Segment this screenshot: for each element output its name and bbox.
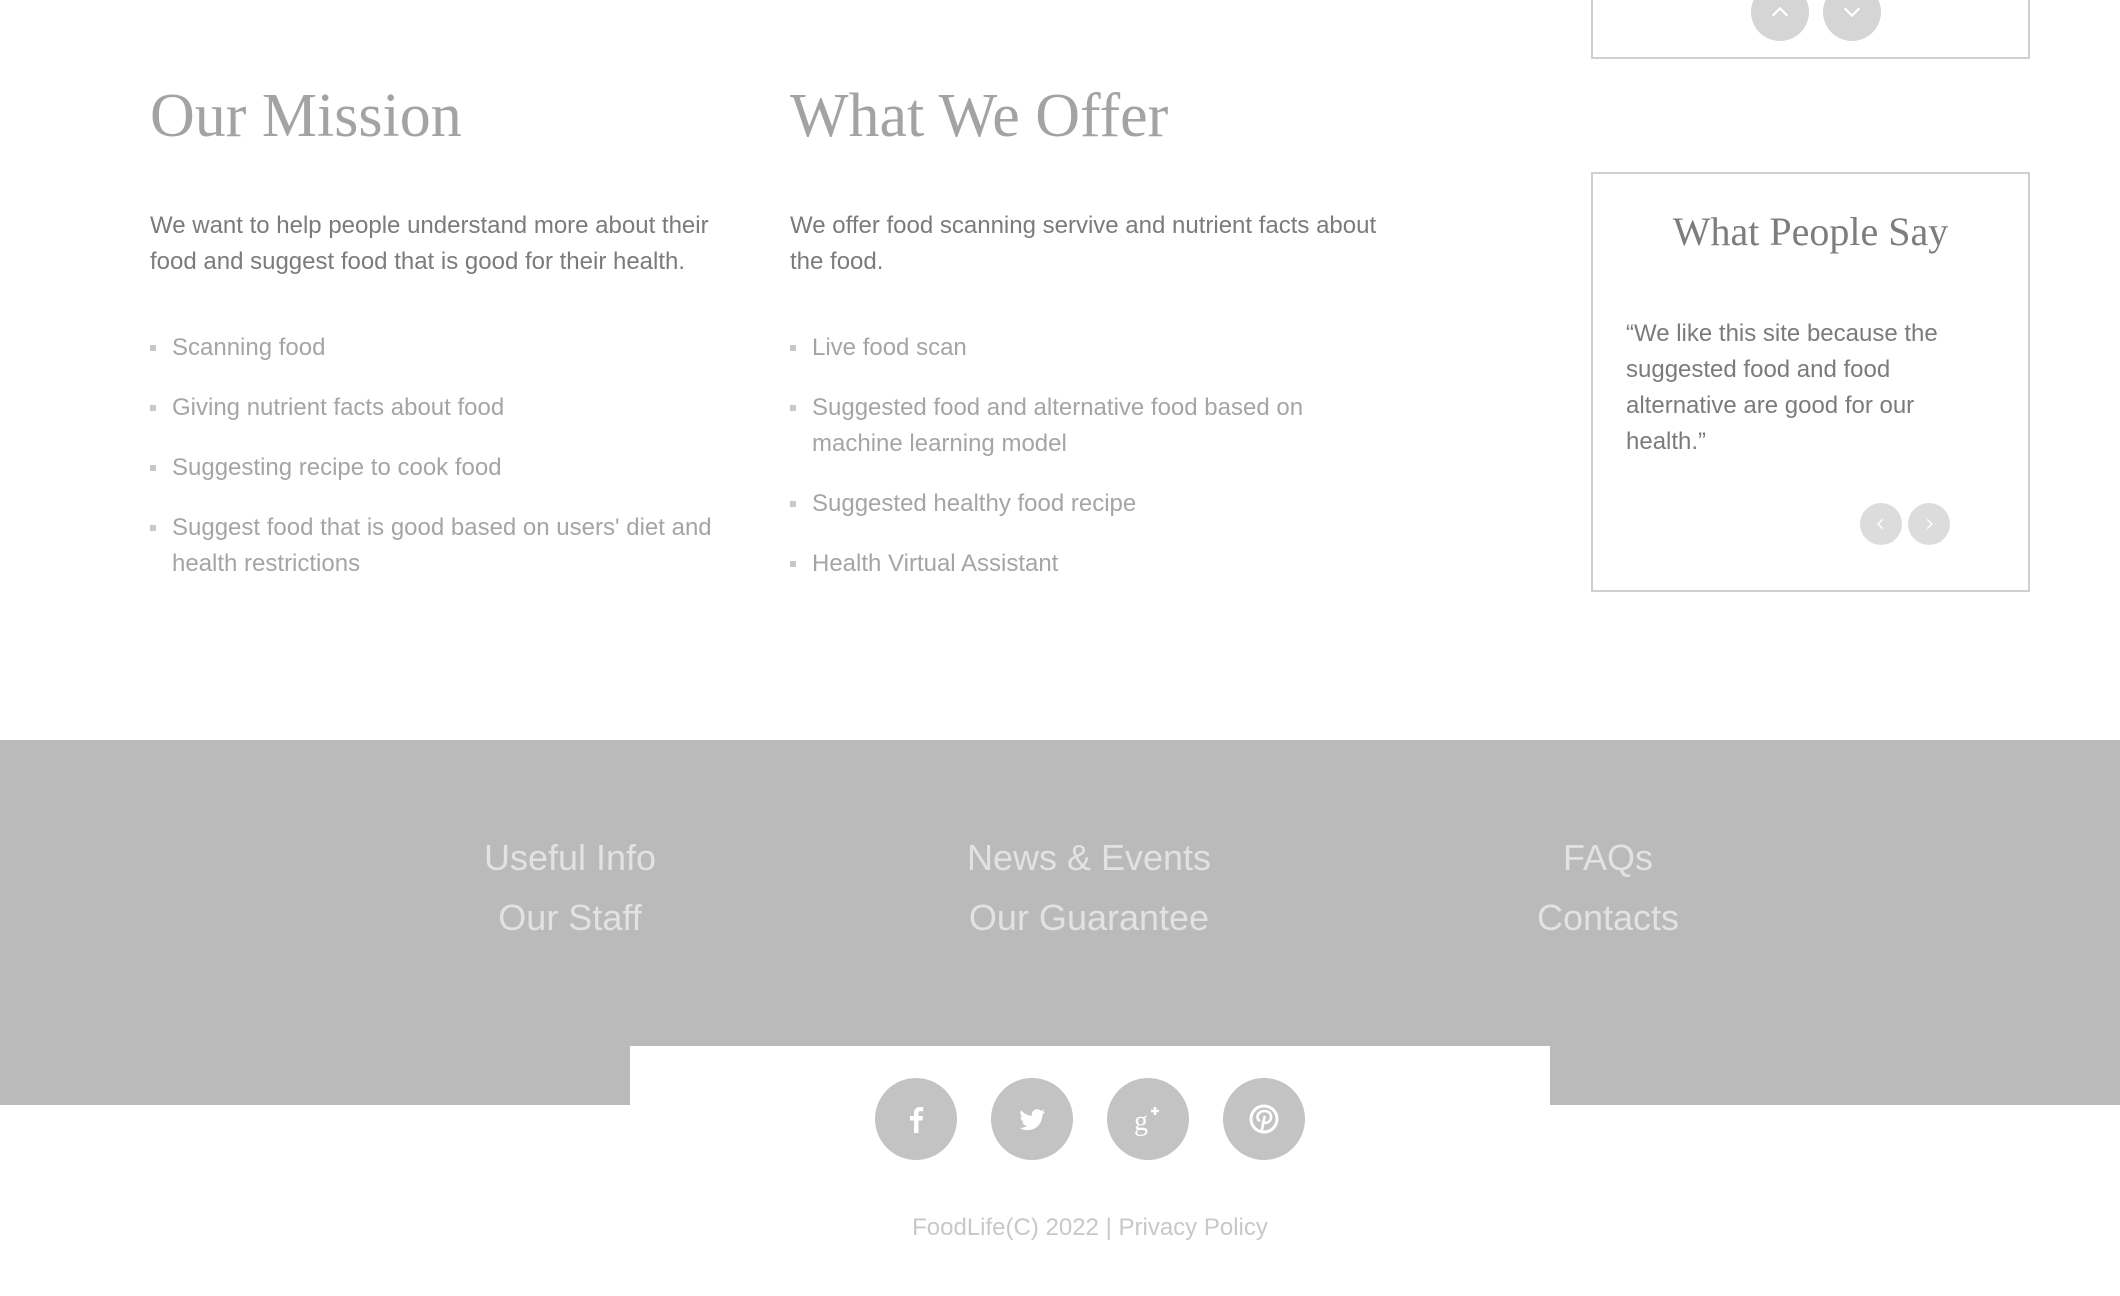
scroll-up-button[interactable] — [1751, 0, 1809, 41]
chevron-right-icon — [1922, 517, 1936, 531]
facebook-button[interactable] — [875, 1078, 957, 1160]
bullet-icon — [790, 561, 796, 567]
pinterest-button[interactable] — [1223, 1078, 1305, 1160]
privacy-policy-link[interactable]: Privacy Policy — [1118, 1214, 1268, 1241]
offer-list — [790, 330, 1390, 582]
bullet-icon — [790, 345, 796, 351]
chevron-left-icon — [1874, 517, 1888, 531]
testimonial-quote: “We like this site because the suggested food and food alternative are good for our health.” — [1626, 320, 1938, 455]
list-item: Suggesting recipe to cook food — [150, 450, 730, 486]
list-item: Health Virtual Assistant — [790, 546, 1390, 582]
mission-title: Our Mission — [150, 82, 462, 150]
bullet-icon — [790, 501, 796, 507]
social-tab — [630, 1046, 1550, 1116]
offer-section — [790, 80, 1390, 606]
offer-title: What We Offer — [790, 82, 1169, 150]
pinterest-icon — [1244, 1099, 1284, 1139]
mission-section — [150, 80, 730, 606]
scroll-down-button[interactable] — [1823, 0, 1881, 41]
list-item: Scanning food — [150, 330, 730, 366]
google-plus-icon — [1128, 1099, 1168, 1139]
footer-link-our-guarantee[interactable]: Our Guarantee — [968, 897, 1210, 938]
twitter-icon — [1012, 1099, 1052, 1139]
google-plus-button[interactable] — [1107, 1078, 1189, 1160]
mission-lead: We want to help people understand more about their food and suggest food that is good for their health. — [150, 212, 709, 275]
footer-link-faqs[interactable]: FAQs — [1562, 837, 1654, 878]
bullet-icon — [150, 405, 156, 411]
svg-text:g: g — [1134, 1106, 1148, 1137]
bullet-icon — [150, 525, 156, 531]
testimonial-prev-button[interactable] — [1860, 503, 1902, 545]
offer-lead: We offer food scanning servive and nutrient facts about the food. — [790, 212, 1377, 275]
copyright-text: FoodLife(C) 2022 — [912, 1214, 1099, 1241]
top-carousel-box — [1591, 0, 2030, 59]
copyright-separator: | — [1105, 1214, 1112, 1241]
footer-link-news-events[interactable]: News & Events — [966, 837, 1212, 878]
twitter-button[interactable] — [991, 1078, 1073, 1160]
list-item: Suggested food and alternative food based on machine learning model — [790, 390, 1390, 462]
testimonial-title: What People Say — [1672, 209, 1949, 254]
copyright — [0, 1212, 2120, 1244]
testimonial-next-button[interactable] — [1908, 503, 1950, 545]
list-item: Live food scan — [790, 330, 1390, 366]
bullet-icon — [150, 465, 156, 471]
list-item: Giving nutrient facts about food — [150, 390, 730, 426]
footer-link-useful-info[interactable]: Useful Info — [483, 837, 657, 878]
footer-link-our-staff[interactable]: Our Staff — [498, 897, 642, 938]
list-item: Suggest food that is good based on users' diet and health restrictions — [150, 510, 730, 582]
chevron-up-icon — [1769, 1, 1791, 23]
mission-list — [150, 330, 730, 582]
testimonial-box — [1591, 172, 2030, 592]
facebook-icon — [896, 1099, 936, 1139]
bullet-icon — [790, 405, 796, 411]
list-item: Suggested healthy food recipe — [790, 486, 1390, 522]
chevron-down-icon — [1841, 1, 1863, 23]
bullet-icon — [150, 345, 156, 351]
footer-link-contacts[interactable]: Contacts — [1536, 897, 1680, 938]
